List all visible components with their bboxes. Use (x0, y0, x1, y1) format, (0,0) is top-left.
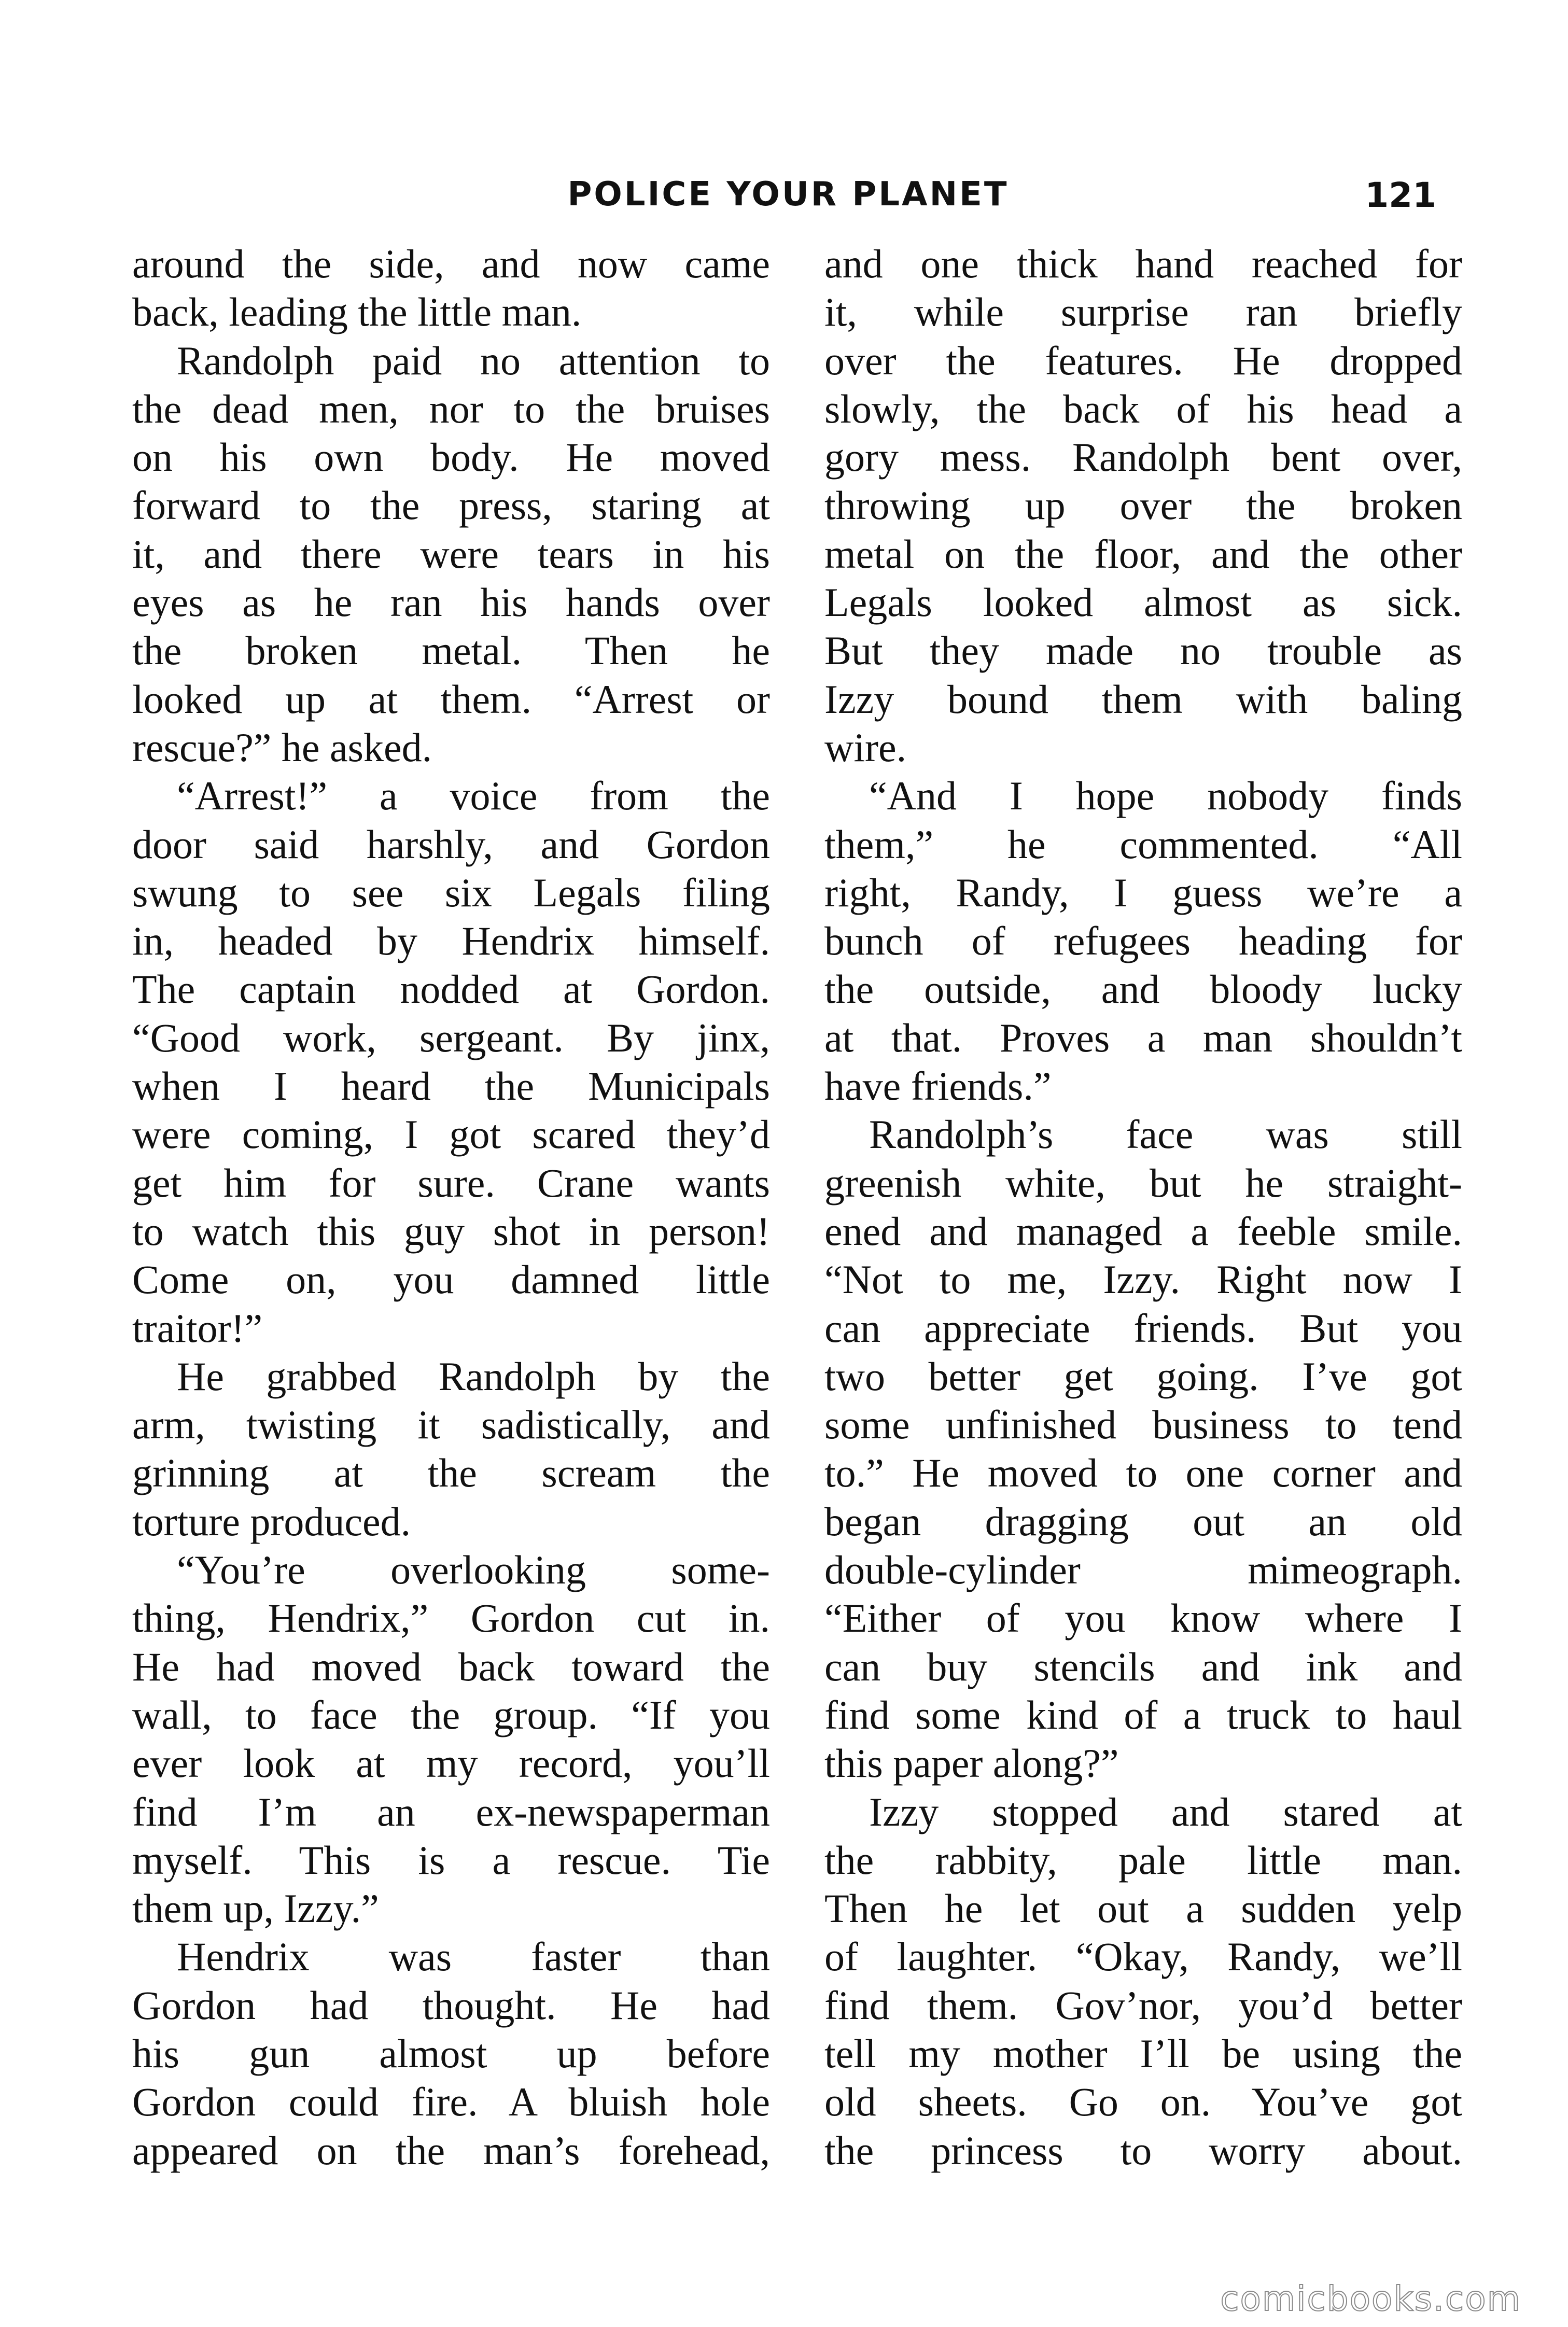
text-line: tell my mother I’ll be using the (824, 2030, 1462, 2076)
text-line: find some kind of a truck to haul (824, 1692, 1462, 1737)
watermark: comicbooks.com (1220, 2279, 1521, 2319)
text-line: Then he let out a sudden yelp (824, 1886, 1462, 1931)
paragraph (824, 240, 1462, 772)
text-line: over the features. He dropped (824, 338, 1462, 383)
text-line: the rabbity, pale little man. (824, 1837, 1462, 1883)
right-text-column (824, 240, 1462, 2175)
text-line: it, and there were tears in his (132, 531, 770, 577)
text-line: to.” He moved to one corner and (824, 1450, 1462, 1496)
text-line: swung to see six Legals filing (132, 870, 770, 915)
paragraph (132, 337, 770, 772)
paragraph (824, 772, 1462, 1110)
text-line: can buy stencils and ink and (824, 1644, 1462, 1689)
text-line: right, Randy, I guess we’re a (824, 870, 1462, 915)
text-line: when I heard the Municipals (132, 1063, 770, 1109)
text-line: began dragging out an old (824, 1498, 1462, 1544)
text-line: them up, Izzy.” (132, 1886, 379, 1931)
text-line: “Not to me, Izzy. Right now I (824, 1257, 1462, 1302)
text-line: on his own body. He moved (132, 434, 770, 480)
text-line: old sheets. Go on. You’ve got (824, 2079, 1462, 2125)
text-line: looked up at them. “Arrest or (132, 676, 770, 722)
text-line: the dead men, nor to the bruises (132, 386, 770, 431)
text-line: gory mess. Randolph bent over, (824, 434, 1462, 480)
text-line: grinning at the scream the (132, 1450, 770, 1496)
text-line: it, while surprise ran briefly (824, 289, 1462, 335)
text-line: “Good work, sergeant. By jinx, (132, 1015, 770, 1060)
text-line: door said harshly, and Gordon (132, 821, 770, 867)
text-line: slowly, the back of his head a (824, 386, 1462, 431)
text-line: eyes as he ran his hands over (132, 580, 770, 625)
text-line: his gun almost up before (132, 2030, 770, 2076)
text-line: greenish white, but he straight- (824, 1160, 1462, 1205)
text-line: them,” he commented. “All (824, 821, 1462, 867)
text-line: appeared on the man’s forehead, (132, 2127, 770, 2173)
text-line: and one thick hand reached for (824, 241, 1462, 286)
text-line: The captain nodded at Gordon. (132, 966, 770, 1012)
text-line: traitor!” (132, 1305, 263, 1351)
text-line: at that. Proves a man shouldn’t (824, 1015, 1462, 1060)
text-line: Gordon could fire. A bluish hole (132, 2079, 770, 2125)
text-line: Izzy bound them with baling (824, 676, 1462, 722)
text-line: Izzy stopped and stared at (869, 1789, 1462, 1834)
paragraph (132, 1546, 770, 1932)
text-line: some unfinished business to tend (824, 1402, 1462, 1448)
text-line: find them. Gov’nor, you’d better (824, 1982, 1462, 2028)
text-line: have friends.” (824, 1063, 1052, 1109)
text-line: Come on, you damned little (132, 1257, 770, 1302)
text-line: torture produced. (132, 1498, 411, 1544)
text-line: He grabbed Randolph by the (177, 1353, 770, 1399)
text-line: ened and managed a feeble smile. (824, 1208, 1462, 1254)
paragraph (132, 1352, 770, 1546)
text-line: myself. This is a rescue. Tie (132, 1837, 770, 1883)
paragraph (132, 1932, 770, 2174)
running-title: POLICE YOUR PLANET (567, 175, 1009, 214)
text-line: bunch of refugees heading for (824, 918, 1462, 964)
text-line: “Either of you know where I (824, 1595, 1462, 1641)
text-line: “Arrest!” a voice from the (177, 773, 770, 819)
text-line: of laughter. “Okay, Randy, we’ll (824, 1934, 1462, 1980)
text-line: double-cylinder mimeograph. (824, 1547, 1462, 1593)
text-line: Gordon had thought. He had (132, 1982, 770, 2028)
text-line: ever look at my record, you’ll (132, 1741, 770, 1786)
text-line: rescue?” he asked. (132, 724, 432, 770)
text-line: But they made no trouble as (824, 628, 1462, 674)
text-line: to watch this guy shot in person! (132, 1208, 770, 1254)
text-line: wire. (824, 724, 907, 770)
text-line: this paper along?” (824, 1741, 1119, 1786)
text-line: the princess to worry about. (824, 2127, 1462, 2173)
text-line: two better get going. I’ve got (824, 1353, 1462, 1399)
text-line: throwing up over the broken (824, 483, 1462, 528)
paragraph (132, 772, 770, 1352)
text-line: metal on the floor, and the other (824, 531, 1462, 577)
text-line: “You’re overlooking some- (177, 1547, 770, 1593)
text-line: Hendrix was faster than (177, 1934, 770, 1980)
text-line: “And I hope nobody finds (869, 773, 1462, 819)
text-line: arm, twisting it sadistically, and (132, 1402, 770, 1448)
text-line: Randolph paid no attention to (177, 338, 770, 383)
text-line: in, headed by Hendrix himself. (132, 918, 770, 964)
paragraph (824, 1788, 1462, 2175)
text-line: Randolph’s face was still (869, 1112, 1462, 1157)
text-line: forward to the press, staring at (132, 483, 770, 528)
text-line: back, leading the little man. (132, 289, 582, 335)
text-line: were coming, I got scared they’d (132, 1112, 770, 1157)
text-line: find I’m an ex-newspaperman (132, 1789, 770, 1834)
running-head (124, 165, 1452, 222)
text-line: thing, Hendrix,” Gordon cut in. (132, 1595, 770, 1641)
page-number: 121 (1365, 175, 1436, 215)
text-line: He had moved back toward the (132, 1644, 770, 1689)
paragraph (824, 1110, 1462, 1787)
text-line: get him for sure. Crane wants (132, 1160, 770, 1205)
text-line: around the side, and now came (132, 241, 770, 286)
text-line: the broken metal. Then he (132, 628, 770, 674)
text-line: wall, to face the group. “If you (132, 1692, 770, 1737)
paragraph (132, 240, 770, 337)
text-line: the outside, and bloody lucky (824, 966, 1462, 1012)
left-text-column (132, 240, 770, 2175)
text-line: Legals looked almost as sick. (824, 580, 1462, 625)
text-line: can appreciate friends. But you (824, 1305, 1462, 1351)
